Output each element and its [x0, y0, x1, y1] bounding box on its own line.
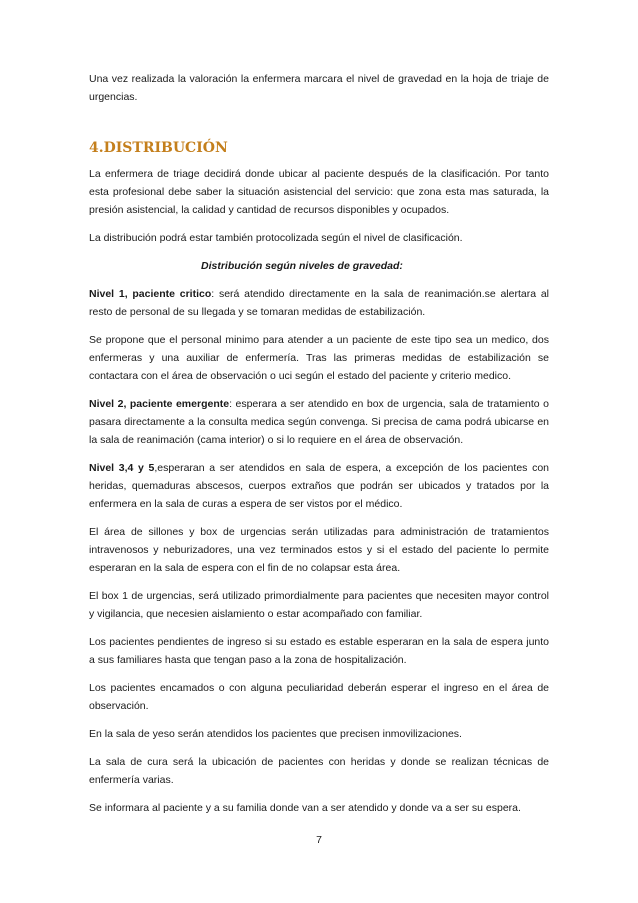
paragraph-pending-admission: Los pacientes pendientes de ingreso si su estado es estable esperaran en la sala de espera junto a sus familiares hasta que tengan paso a la zona de hospitalización.: [89, 636, 549, 666]
paragraph-bedridden: Los pacientes encamados o con alguna peculiaridad deberán esperar el ingreso en el área de observación.: [89, 682, 549, 712]
page-number: 7: [316, 834, 322, 846]
paragraph-plaster-room: En la sala de yeso serán atendidos los pacientes que precisen inmovilizaciones.: [89, 728, 462, 740]
paragraph-triage-decision: La enfermera de triage decidirá donde ubicar al paciente después de la clasificación. Por tanto esta profesional debe saber la situación asistencial del servicio: que zona esta mas saturada, la presión asistencial, la calidad y cantidad de recursos disponibles y ocupados.: [89, 168, 549, 216]
nivel-3-4-5-text: ,esperaran a ser atendidos en sala de espera, a excepción de los pacientes con heridas, quemaduras abscesos, cuerpos extraños que podrán ser ubicados y tratados por la enfermera en la sala de curas a espera de ser vistos por el médico.: [89, 462, 550, 510]
paragraph-nivel-1: [89, 285, 549, 321]
paragraph-nivel-2: [89, 395, 549, 449]
subtitle-levels: Distribución según niveles de gravedad:: [201, 260, 403, 272]
nivel-3-4-5-label: Nivel 3,4 y 5: [89, 462, 155, 474]
document-page: [89, 70, 549, 827]
intro-paragraph: Una vez realizada la valoración la enfermera marcara el nivel de gravedad en la hoja de triaje de urgencias.: [89, 73, 549, 103]
paragraph-box-1: El box 1 de urgencias, será utilizado primordialmente para pacientes que necesiten mayor control y vigilancia, que necesien aislamiento o estar acompañado con familiar.: [89, 590, 549, 620]
paragraph-cure-room: La sala de cura será la ubicación de pacientes con heridas y donde se realizan técnicas de enfermería varias.: [89, 756, 549, 786]
paragraph-sillones: El área de sillones y box de urgencias serán utilizadas para administración de tratamientos intravenosos y neburizadores, una vez terminados estos y si el estado del paciente lo permite esperaran en la sala de espera con el fin de no colapsar esta área.: [89, 526, 549, 574]
nivel-1-text: : será atendido directamente en la sala de reanimación.se alertara al resto de personal de su llegada y se tomaran medidas de estabilización.: [89, 288, 549, 318]
nivel-1-label: Nivel 1, paciente critico: [89, 288, 212, 300]
paragraph-nivel-3-4-5: [89, 459, 549, 513]
paragraph-protocol: La distribución podrá estar también protocolizada según el nivel de clasificación.: [89, 232, 463, 244]
paragraph-minimum-staff: Se propone que el personal minimo para atender a un paciente de este tipo sea un medico, dos enfermeras y una auxiliar de enfermería. Tras las primeras medidas de estabilización se contactara con el área de observación o uci según el estado del paciente y criterio medico.: [89, 334, 549, 382]
nivel-2-label: Nivel 2, paciente emergente: [89, 398, 230, 410]
nivel-2-text: : esperara a ser atendido en box de urgencia, sala de tratamiento o pasara directamente a la consulta medica según convenga. Si precisa de cama podrá ubicarse en la sala de reanimación (cama interior) o si lo requiere en el área de observación.: [89, 398, 549, 446]
paragraph-inform: Se informara al paciente y a su familia donde van a ser atendido y donde va a ser su espera.: [89, 802, 521, 814]
section-title: 4.DISTRIBUCIÓN: [89, 140, 228, 156]
